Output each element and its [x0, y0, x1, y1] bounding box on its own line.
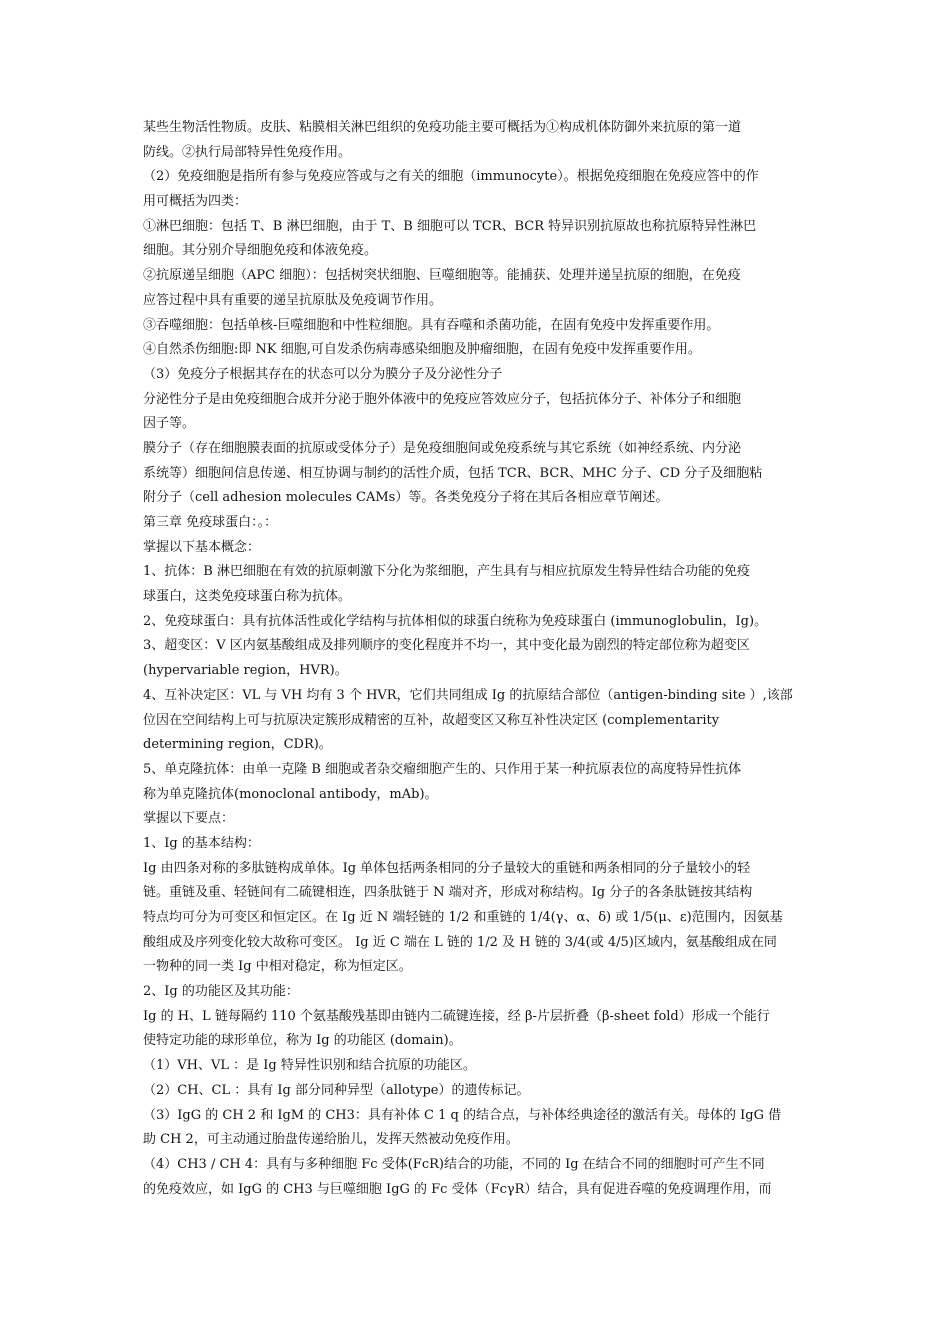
text-line: 掌握以下基本概念： — [143, 539, 261, 555]
text-line: （2）免疫细胞是指所有参与免疫应答或与之有关的细胞（immunocyte）。根据免疫细胞在免疫应答中的作 — [143, 169, 759, 185]
text-line: 位因在空间结构上可与抗原决定簇形成精密的互补，故超变区又称互补性决定区 (complementarity — [143, 712, 720, 728]
text-line: 分泌性分子是由免疫细胞合成并分泌于胞外体液中的免疫应答效应分子，包括抗体分子、补体分子和细胞 — [143, 391, 742, 407]
text-line: 酸组成及序列变化较大故称可变区。 Ig 近 C 端在 L 链的 1/2 及 H 链的 3/4(或 4/5)区域内，氨基酸组成在同 — [143, 934, 777, 950]
text-line: ①淋巴细胞：包括 T、B 淋巴细胞，由于 T、B 细胞可以 TCR、BCR 特异识别抗原故也称抗原特异性淋巴 — [143, 218, 757, 234]
text-line: ③吞噬细胞：包括单核-巨噬细胞和中性粒细胞。具有吞噬和杀菌功能，在固有免疫中发挥重要作用。 — [143, 317, 720, 333]
text-line: 使特定功能的球形单位，称为 Ig 的功能区 (domain)。 — [143, 1033, 462, 1049]
text-line: （2）CH、CL ：具有 Ig 部分同种异型（allotype）的遗传标记。 — [143, 1082, 530, 1098]
text-line: 掌握以下要点： — [143, 811, 235, 827]
text-line: 链。重链及重、轻链间有二硫键相连，四条肽链于 N 端对齐，形成对称结构。Ig 分子的各条肽链按其结构 — [143, 885, 753, 901]
text-line: 膜分子（存在细胞膜表面的抗原或受体分子）是免疫细胞间或免疫系统与其它系统（如神经系统、内分泌 — [143, 440, 742, 456]
text-line: 1、Ig 的基本结构： — [143, 835, 260, 851]
text-line: 2、Ig 的功能区及其功能： — [143, 984, 299, 1000]
text-line: 的免疫效应，如 IgG 的 CH3 与巨噬细胞 IgG 的 Fc 受体（FcγR）结合，具有促进吞噬的免疫调理作用，而 — [143, 1181, 772, 1197]
text-line: 因子等。 — [143, 416, 196, 432]
text-line: 附分子（cell adhesion molecules CAMs）等。各类免疫分子将在其后各相应章节阐述。 — [143, 490, 669, 506]
text-line: 一物种的同一类 Ig 中相对稳定，称为恒定区。 — [143, 959, 412, 975]
text-line: Ig 由四条对称的多肽链构成单体。Ig 单体包括两条相同的分子量较大的重链和两条相同的分子量较小的轻 — [143, 860, 751, 876]
text-line: 称为单克隆抗体(monoclonal antibody，mAb)。 — [143, 786, 438, 802]
text-line: determining region，CDR)。 — [143, 737, 332, 753]
text-line: 防线。②执行局部特异性免疫作用。 — [143, 144, 352, 160]
text-line: 特点均可分为可变区和恒定区。在 Ig 近 N 端轻链的 1/2 和重链的 1/4(γ、α、δ) 或 1/5(μ、ε)范围内，因氨基 — [143, 910, 783, 925]
text-line: （1）VH、VL ：是 Ig 特异性识别和结合抗原的功能区。 — [143, 1058, 476, 1074]
text-line: (hypervariable region，HVR)。 — [143, 663, 348, 679]
text-line: 5、单克隆抗体：由单一克隆 B 细胞或者杂交瘤细胞产生的、只作用于某一种抗原表位的高度特异性抗体 — [143, 761, 742, 777]
text-line: （4）CH3 / CH 4：具有与多种细胞 Fc 受体(FcR)结合的功能，不同的 Ig 在结合不同的细胞时可产生不同 — [143, 1156, 765, 1172]
chapter-heading: 第三章 免疫球蛋白：。： — [143, 515, 278, 530]
text-line: 1、抗体：B 淋巴细胞在有效的抗原刺激下分化为浆细胞，产生具有与相应抗原发生特异性结合功能的免疫 — [143, 564, 750, 580]
text-line: 4、互补决定区：VL 与 VH 均有 3 个 HVR，它们共同组成 Ig 的抗原结合部位（antigen-binding site ）,该部 — [143, 687, 793, 703]
text-line: （3）免疫分子根据其存在的状态可以分为膜分子及分泌性分子 — [143, 366, 503, 382]
text-line: ②抗原递呈细胞（APC 细胞）：包括树突状细胞、巨噬细胞等。能捕获、处理并递呈抗原的细胞，在免疫 — [143, 268, 741, 284]
text-line: 助 CH 2，可主动通过胎盘传递给胎儿，发挥天然被动免疫作用。 — [143, 1132, 519, 1148]
text-line: 系统等）细胞间信息传递、相互协调与制约的活性介质，包括 TCR、BCR、MHC 分子、CD 分子及细胞粘 — [143, 465, 763, 481]
text-line: 2、免疫球蛋白：具有抗体活性或化学结构与抗体相似的球蛋白统称为免疫球蛋白 (immunoglobulin，Ig)。 — [143, 613, 768, 629]
text-line: 某些生物活性物质。皮肤、粘膜相关淋巴组织的免疫功能主要可概括为①构成机体防御外来抗原的第一道 — [143, 120, 742, 135]
text-line: （3）IgG 的 CH 2 和 IgM 的 CH3：具有补体 C 1 q 的结合点，与补体经典途径的激活有关。母体的 IgG 借 — [143, 1107, 782, 1123]
text-line: ④自然杀伤细胞:即 NK 细胞,可自发杀伤病毒感染细胞及肿瘤细胞，在固有免疫中发挥重要作用。 — [143, 342, 701, 358]
text-line: 用可概括为四类： — [143, 194, 248, 210]
document-page — [143, 116, 811, 1202]
text-line: 球蛋白，这类免疫球蛋白称为抗体。 — [143, 589, 352, 605]
text-line: Ig 的 H、L 链每隔约 110 个氨基酸残基即由链内二硫键连接，经 β-片层折叠（β-sheet fold）形成一个能行 — [143, 1008, 770, 1024]
text-line: 3、超变区：V 区内氨基酸组成及排列顺序的变化程度并不均一，其中变化最为剧烈的特定部位称为超变区 — [143, 638, 750, 654]
text-line: 应答过程中具有重要的递呈抗原肽及免疫调节作用。 — [143, 292, 443, 308]
text-line: 细胞。其分别介导细胞免疫和体液免疫。 — [143, 243, 378, 259]
